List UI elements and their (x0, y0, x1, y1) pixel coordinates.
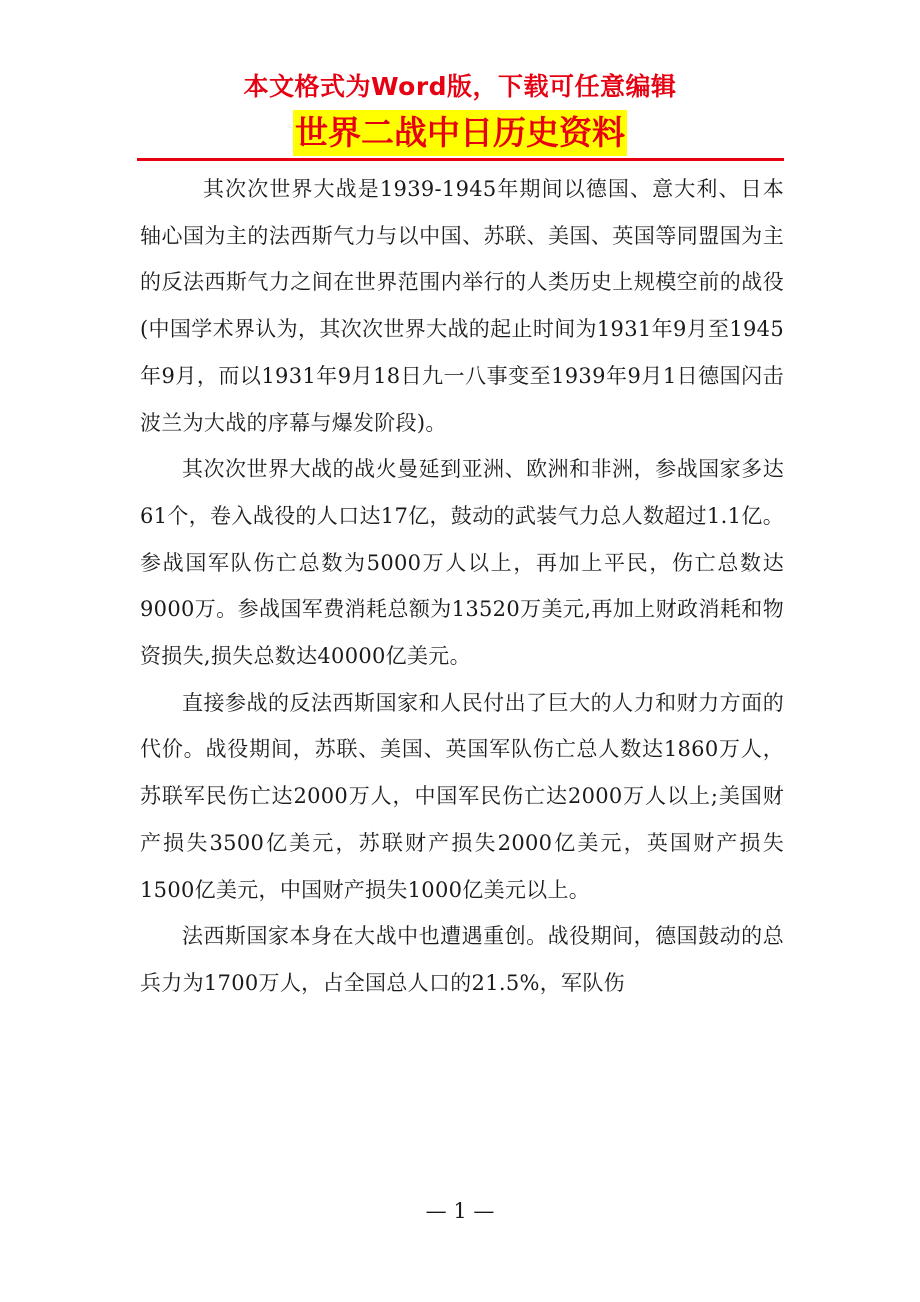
title-container (0, 110, 920, 156)
title-divider (137, 158, 784, 161)
paragraph-2: 其次次世界大战的战火曼延到亚洲、欧洲和非洲，参战国家多达61个，卷入战役的人口达17亿，鼓动的武装气力总人数超过1.1亿。参战国军队伤亡总数为5000万人以上，再加上平民，伤亡总数达9000万。参战国军费消耗总额为13520万美元,再加上财政消耗和物资损失,损失总数达40000亿美元。 (140, 457, 784, 669)
paragraph-3: 直接参战的反法西斯国家和人民付出了巨大的人力和财力方面的代价。战役期间，苏联、美国、英国军队伤亡总人数达1860万人，苏联军民伤亡达2000万人，中国军民伤亡达2000万人以上;美国财产损失3500亿美元，苏联财产损失2000亿美元，英国财产损失1500亿美元，中国财产损失1000亿美元以上。 (140, 690, 784, 902)
page-number: — 1 — (425, 1199, 495, 1223)
document-body (140, 166, 784, 1007)
paragraph-1: 其次次世界大战是1939-1945年期间以德国、意大利、日本轴心国为主的法西斯气力与以中国、苏联、美国、英国等同盟国为主的反法西斯气力之间在世界范围内举行的人类历史上规模空前的战役(中国学术界认为，其次次世界大战的起止时间为1931年9月至1945年9月，而以1931年9月18日九一八事变至1939年9月1日德国闪击波兰为大战的序幕与爆发阶段)。 (140, 177, 784, 435)
paragraph-4: 法西斯国家本身在大战中也遭遇重创。战役期间，德国鼓动的总兵力为1700万人，占全国总人口的21.5%，军队伤 (140, 924, 784, 995)
format-notice: 本文格式为Word版，下载可任意编辑 (243, 72, 677, 101)
document-title: 世界二战中日历史资料 (293, 110, 627, 156)
